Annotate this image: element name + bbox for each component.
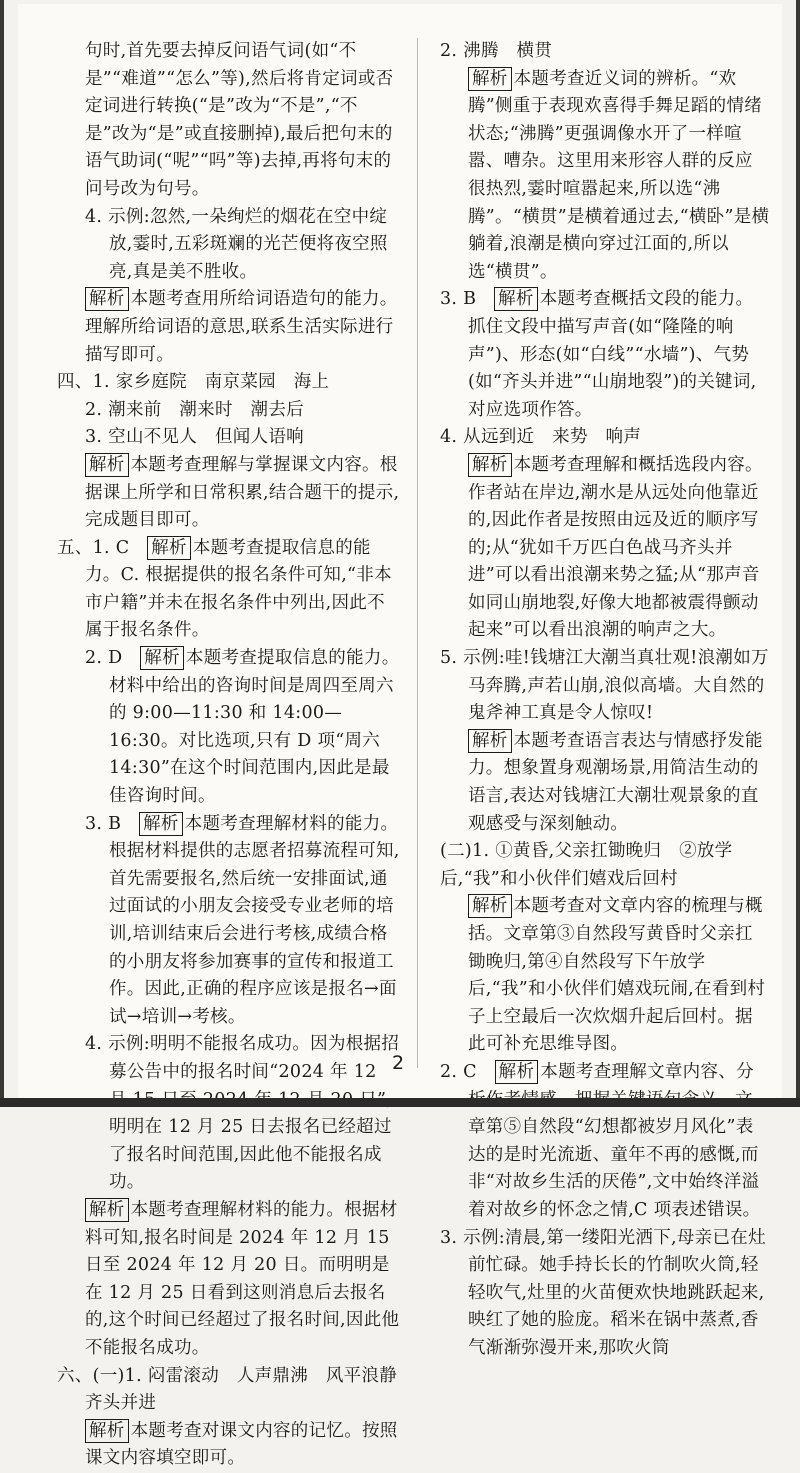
analysis-tag: 解析 — [468, 67, 512, 91]
analysis-tag: 解析 — [495, 1060, 539, 1084]
left-paragraph — [57, 1031, 400, 1197]
paragraph-text: 3. 空山不见人 但闻人语响 — [85, 427, 304, 448]
right-paragraph — [440, 38, 770, 66]
paragraph-text: 2. D — [85, 648, 141, 669]
paragraph-text: 六、(一)1. 闷雷滚动 人声鼎沸 风平浪静 齐头并进 — [57, 1365, 415, 1414]
left-paragraph — [57, 1418, 400, 1473]
analysis-tag: 解析 — [85, 287, 129, 311]
paragraph-text: 4. 示例:明明不能报名成功。因为根据招募公告中的报名时间“2024 年 12 明明在 12 月 25 日去报名已经超过了报名时间范围,因此他不能报名成功。 — [85, 1034, 400, 1193]
column-divider — [417, 38, 418, 1068]
left-paragraph — [57, 811, 400, 1032]
analysis-tag: 解析 — [494, 287, 538, 311]
paragraph-text: 2. 沸腾 横贯 — [440, 41, 553, 61]
paragraph-text: 本题考查概括文段的能力。抓住文段中描写声音(如“隆隆的响声”)、形态(如“白线”“水墙”)、气势(如“齐头并进”“山崩地裂”)的关键词,对应选项作答。 — [468, 289, 757, 420]
right-paragraph — [440, 728, 770, 838]
right-column — [440, 38, 770, 1363]
left-paragraph — [57, 369, 400, 397]
analysis-tag: 解析 — [147, 536, 191, 560]
right-paragraph — [440, 286, 770, 424]
left-paragraph — [57, 1197, 400, 1363]
paragraph-text: 本题考查对文章内容的梳理与概括。文章第③自然段写黄昏时父亲扛锄晚归,第④自然段写下午放学后,“我”和小伙伴们嬉戏玩闹,在看到村子上空最后一次炊烟升起后回村。据此可补充思维导图。 — [468, 896, 766, 1055]
paragraph-text: 本题考查对课文内容的记忆。按照课文内容填空即可。 — [85, 1420, 398, 1469]
page-number: 2 — [392, 1052, 405, 1074]
right-paragraph — [440, 452, 770, 645]
paragraph-text: 四、1. 家乡庭院 南京菜园 海上 — [57, 372, 330, 393]
analysis-tag: 解析 — [468, 729, 512, 753]
right-paragraph — [440, 424, 770, 452]
analysis-tag: 解析 — [468, 894, 512, 918]
paragraph-text: 句时,首先要去掉反问语气词(如“不是”“难道”“怎么”等),然后将肯定词或否定词进行转换(“是”改为“不是”,“不是”改为“是”或直接删掉),最后把句末的语气助词(“呢”“吗”等)去掉,再将句末的问号改为句号。 — [85, 41, 394, 199]
paragraph-text: 3. B — [85, 813, 140, 834]
paragraph-text: 4. 示例:忽然,一朵绚烂的烟花在空中绽放,霎时,五彩斑斓的光芒便将夜空照亮,真是美不胜收。 — [85, 206, 388, 282]
paragraph-text: 本题考查理解材料的能力。根据材料提供的志愿者招募流程可知,首先需要报名,然后统一安排面试,通过面试的小朋友会接受专业老师的培训,培训结束后会进行考核,成绩合格的小朋友将参加赛事的宣传和报道工作。因此,正确的程序应该是报名→面试→培训→考核。 — [109, 813, 400, 1027]
paragraph-text: 本题考查提取信息的能力。C. 根据提供的报名条件可知,“非本市户籍”并未在报名条件中列出,因此不属于报名条件。 — [85, 537, 392, 641]
left-paragraph — [57, 204, 400, 287]
left-paragraph — [57, 452, 400, 535]
paragraph-text: 4. 从远到近 来势 响声 — [440, 427, 642, 448]
left-paragraph — [57, 645, 400, 811]
right-paragraph — [440, 1225, 770, 1363]
paragraph-text: 本题考查近义词的辨析。“欢腾”侧重于表现欢喜得手舞足蹈的情绪状态;“沸腾”更强调像水开了一样喧嚣、嘈杂。这里用来形容人群的反应很热烈,霎时喧嚣起来,所以选“沸腾”。“横贯”是横着通过去,“横卧”是横躺着,浪潮是横向穿过江面的,所以选“横贯”。 — [468, 68, 770, 282]
scan-edge-left — [0, 0, 4, 1107]
paragraph-text: (二)1. ①黄昏,父亲扛锄晚归 ②放学后,“我”和小伙伴们嬉戏后回村 — [440, 841, 733, 889]
analysis-tag: 解析 — [468, 453, 512, 477]
paragraph-text: 本题考查理解和概括选段内容。作者站在岸边,潮水是从远处向他靠近的,因此作者是按照由远及近的顺序写的;从“犹如千万匹白色战马齐头并进”可以看出浪潮来势之猛;从“那声音如同山崩地裂,好像大地都被震得颤动起来”可以看出浪潮的响声之大。 — [468, 454, 763, 641]
left-paragraph — [57, 424, 400, 452]
paragraph-text: 本题考查理解材料的能力。根据材料可知,报名时间是 2024 年 12 月 15 日至 2024 年 12 月 20 日。而明明是在 12 月 25 日看到这则消息后去报名的,这个时间已经超过了报名时间,因此他不能报名成功。 — [85, 1199, 400, 1358]
analysis-tag: 解析 — [85, 1419, 129, 1443]
paragraph-text: 3. B — [440, 289, 495, 310]
right-paragraph — [440, 893, 770, 1059]
paragraph-text: 五、1. C — [57, 537, 148, 558]
left-paragraph — [57, 286, 400, 369]
paragraph-text: 本题考查理解文章内容、分 章第⑤自然段“幻想都被岁月风化”表达的是时光流逝、童年不再的感慨,而非“对故乡生活的厌倦”,文中始终洋溢着对故乡的怀念之情,C 项表述错误。 — [468, 1061, 761, 1220]
paragraph-text: 2. 潮来前 潮来时 潮去后 — [85, 399, 304, 420]
paragraph-text: 3. 示例:清晨,第一缕阳光洒下,母亲已在灶前忙碌。她手持长长的竹制吹火筒,轻轻吹气,灶里的火苗便欢快地跳跃起来,映红了她的脸庞。稻米在锅中蒸煮,香气渐渐弥漫开来,那吹火筒 — [440, 1227, 766, 1358]
paragraph-text: 5. 示例:哇!钱塘江大潮当真壮观!浪潮如万马奔腾,声若山崩,浪似高墙。大自然的鬼斧神工真是令人惊叹! — [440, 648, 769, 724]
analysis-tag: 解析 — [85, 1198, 129, 1222]
left-paragraph — [57, 535, 400, 645]
analysis-tag: 解析 — [140, 646, 184, 670]
analysis-tag: 解析 — [85, 453, 129, 477]
right-paragraph — [440, 645, 770, 728]
left-paragraph — [57, 397, 400, 425]
paragraph-text: 本题考查语言表达与情感抒发能力。想象置身观潮场景,用简洁生动的语言,表达对钱塘江大潮壮观景象的直观感受与深刻触动。 — [468, 730, 763, 834]
right-paragraph — [440, 66, 770, 287]
left-column — [57, 38, 415, 1473]
paragraph-text: 本题考查理解与掌握课文内容。根据课上所学和日常积累,结合题干的提示,完成题目即可。 — [85, 454, 400, 531]
right-paragraph — [440, 838, 770, 893]
scan-edge-right — [796, 0, 800, 1107]
scan-bottom-edge — [0, 1098, 800, 1107]
paragraph-text: 本题考查用所给词语造句的能力。理解所给词语的意思,联系生活实际进行描写即可。 — [85, 289, 398, 365]
analysis-tag: 解析 — [139, 812, 183, 836]
left-paragraph — [57, 1363, 415, 1418]
paragraph-text: 2. C — [440, 1061, 495, 1082]
right-paragraph — [440, 1059, 770, 1225]
left-paragraph — [57, 38, 400, 204]
paragraph-text: 本题考查提取信息的能力。材料中给出的咨询时间是周四至周六的 9:00—11:30 和 14:00—16:30。对比选项,只有 D 项“周六 14:30”在这个时间范围内,因此是最佳咨询时间。 — [109, 648, 400, 807]
